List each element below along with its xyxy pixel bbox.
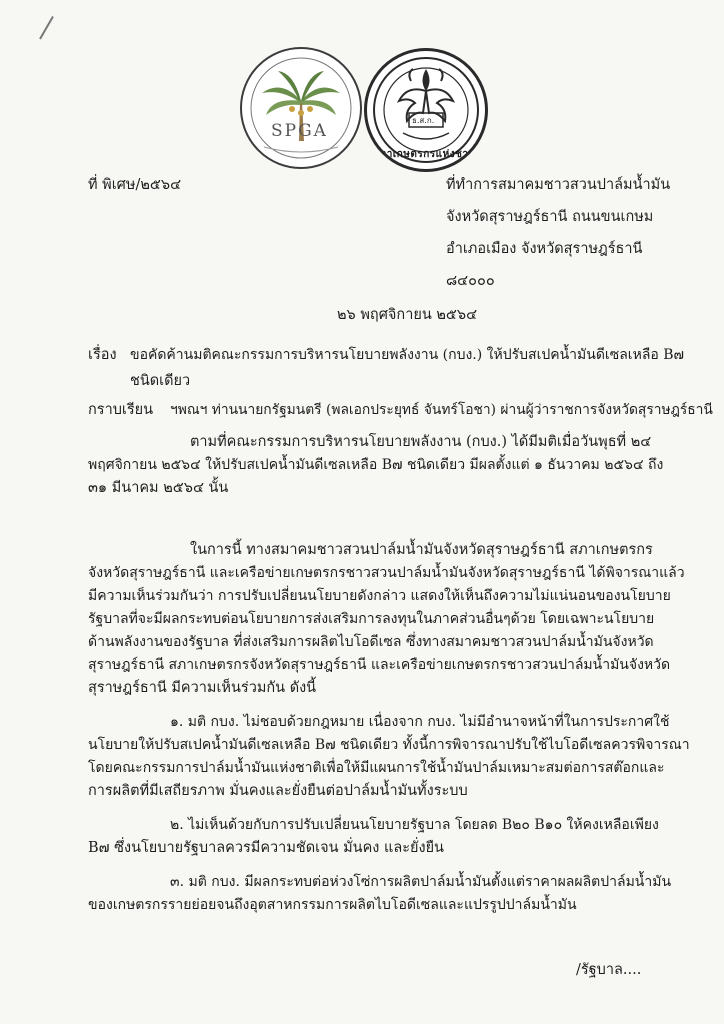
continued-marker: /รัฐบาล....: [576, 962, 642, 978]
subject-line-2: ชนิดเดียว: [130, 373, 191, 389]
para2-line-7: สุราษฎร์ธานี มีความเห็นร่วมกัน ดังนี้: [88, 680, 317, 696]
council-logo-text: สภาเกษตรกรแห่งชาติ: [373, 149, 476, 160]
item1-line-1: ๑. มติ กบง. ไม่ชอบด้วยกฎหมาย เนื่องจาก กบง. ไม่มีอำนาจหน้าที่ในการประกาศใช้: [170, 714, 670, 730]
salutation-label: กราบเรียน: [88, 402, 154, 418]
item2-line-1: ๒. ไม่เห็นด้วยกับการปรับเปลี่ยนนโยบายรัฐบาล โดยลด B๒๐ B๑๐ ให้คงเหลือเพียง: [170, 817, 659, 833]
para1-line-1: ตามที่คณะกรรมการบริหารนโยบายพลังงาน (กบง.) ได้มีมติเมื่อวันพุธที่ ๒๔: [190, 434, 652, 450]
farmers-council-logo: [364, 48, 488, 172]
reference-number: ที่ พิเศษ/๒๕๖๔: [88, 177, 182, 193]
address-line-2: จังหวัดสุราษฎร์ธานี ถนนขนเกษม: [446, 209, 654, 225]
spga-logo-text: SPGA: [271, 121, 328, 141]
subject-line-1: ขอคัดค้านมติคณะกรรมการบริหารนโยบายพลังงาน (กบง.) ให้ปรับสเปคน้ำมันดีเซลเหลือ B๗: [130, 347, 685, 363]
item3-line-2: ของเกษตรกรรายย่อยจนถึงอุตสาหกรรมการผลิตไบโอดีเซลและแปรรูปปาล์มน้ำมัน: [88, 897, 577, 913]
palm-tree-icon: [242, 49, 360, 167]
address-line-1: ที่ทำการสมาคมชาวสวนปาล์มน้ำมัน: [446, 177, 671, 193]
spga-logo: [240, 47, 362, 169]
para1-line-2: พฤศจิกายน ๒๕๖๔ ให้ปรับสเปคน้ำมันดีเซลเหลือ B๗ ชนิดเดียว มีผลตั้งแต่ ๑ ธันวาคม ๒๕๖๔ ถึง: [88, 457, 664, 473]
crest-inner-text: ธ.ส.ก.: [412, 116, 435, 125]
salutation-recipient: ฯพณฯ ท่านนายกรัฐมนตรี (พลเอกประยุทธ์ จันทร์โอชา) ผ่านผู้ว่าราชการจังหวัดสุราษฎร์ธานี: [170, 402, 713, 418]
para2-line-3: มีความเห็นร่วมกันว่า การปรับเปลี่ยนนโยบายดังกล่าว แสดงให้เห็นถึงความไม่แน่นอนของนโยบาย: [88, 588, 671, 604]
address-postcode: ๘๔๐๐๐: [446, 273, 495, 289]
item2-line-2: B๗ ซึ่งนโยบายรัฐบาลควรมีความชัดเจน มั่นคง และยั่งยืน: [88, 840, 444, 856]
address-line-3: อำเภอเมือง จังหวัดสุราษฎร์ธานี: [446, 241, 643, 257]
para2-line-6: สุราษฎร์ธานี สภาเกษตรกรจังหวัดสุราษฎร์ธานี และเครือข่ายเกษตรกรชาวสวนปาล์มน้ำมันจังหวัด: [88, 657, 671, 673]
letter-date: ๒๖ พฤศจิกายน ๒๕๖๔: [337, 307, 478, 323]
scan-mark: [39, 16, 54, 40]
para2-line-1: ในการนี้ ทางสมาคมชาวสวนปาล์มน้ำมันจังหวัดสุราษฎร์ธานี สภาเกษตรกร: [190, 542, 653, 558]
subject-label: เรื่อง: [88, 347, 117, 363]
para2-line-2: จังหวัดสุราษฎร์ธานี และเครือข่ายเกษตรกรชาวสวนปาล์มน้ำมันจังหวัดสุราษฎร์ธานี ได้พิจารณาแล้ว: [88, 565, 685, 581]
para2-line-5: ด้านพลังงานของรัฐบาล ที่ส่งเสริมการผลิตไบโอดีเซล ซึ่งทางสมาคมชาวสวนปาล์มน้ำมันจังหวัด: [88, 634, 654, 650]
item3-line-1: ๓. มติ กบง. มีผลกระทบต่อห่วงโซ่การผลิตปาล์มน้ำมันตั้งแต่ราคาผลผลิตปาล์มน้ำมัน: [170, 874, 672, 890]
item1-line-4: การผลิตที่มีเสถียรภาพ มั่นคงและยั่งยืนต่อปาล์มน้ำมันทั้งระบบ: [88, 783, 468, 799]
para2-line-4: รัฐบาลที่จะมีผลกระทบต่อนโยบายการส่งเสริมการลงทุนในภาคส่วนอื่นๆด้วย โดยเฉพาะนโยบาย: [88, 611, 655, 627]
item1-line-2: นโยบายให้ปรับสเปคน้ำมันดีเซลเหลือ B๗ ชนิดเดียว ทั้งนี้การพิจารณาปรับใช้ไบโอดีเซลควรพิจารณา: [88, 737, 690, 753]
para1-line-3: ๓๑ มีนาคม ๒๕๖๔ นั้น: [88, 480, 229, 496]
item1-line-3: โดยคณะกรรมการปาล์มน้ำมันแห่งชาติเพื่อให้มีแผนการใช้น้ำมันปาล์มเหมาะสมต่อการสต๊อกและ: [88, 760, 665, 776]
